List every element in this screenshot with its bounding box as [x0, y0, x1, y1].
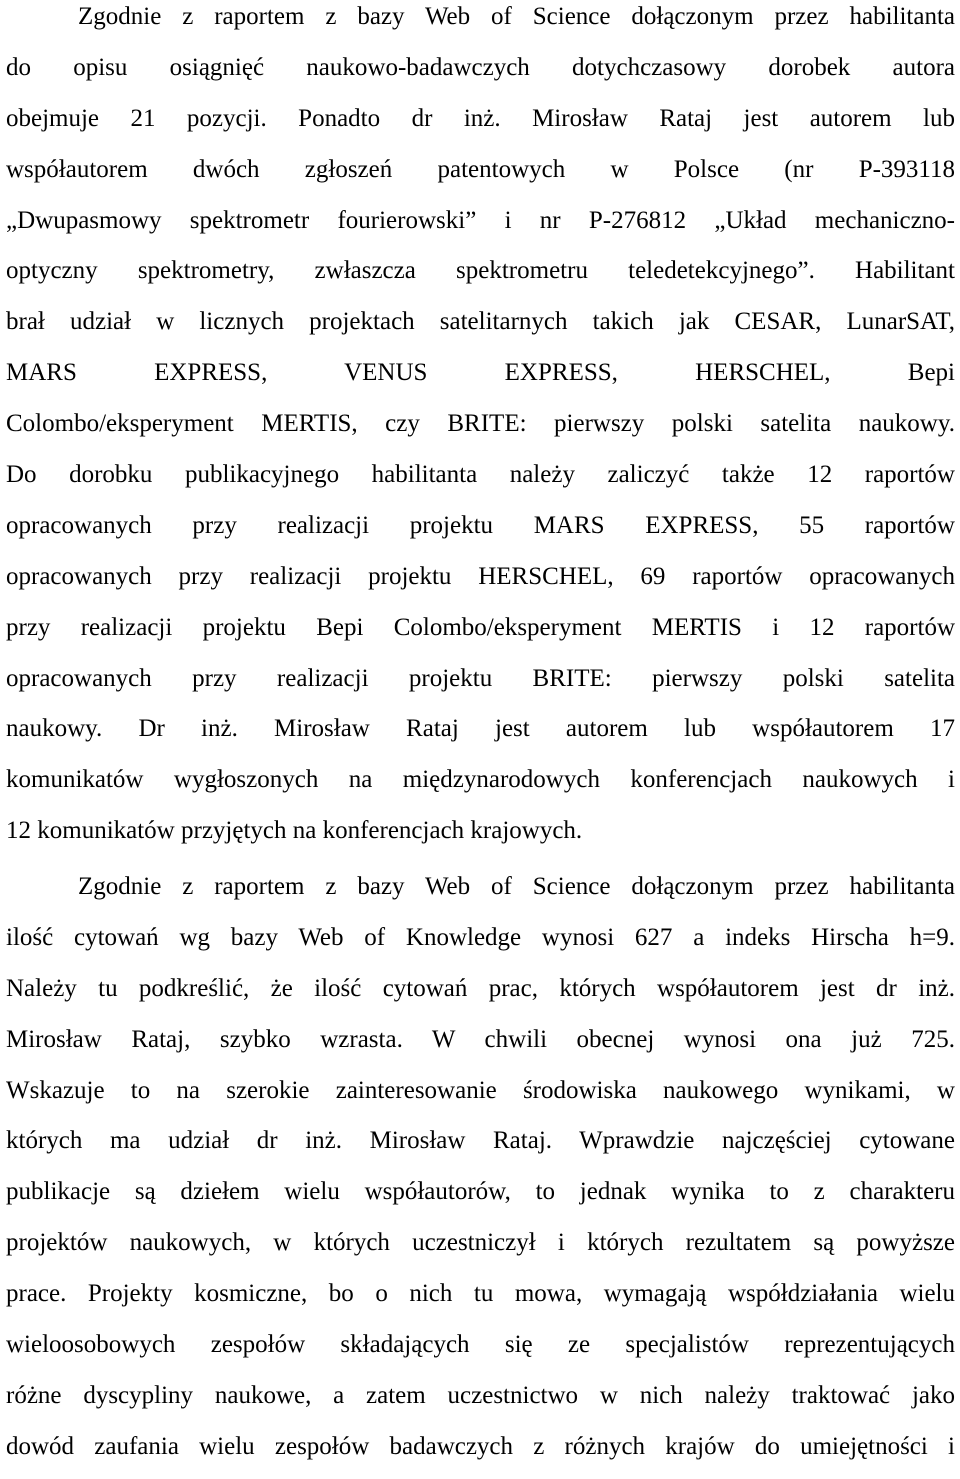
- paragraph-citations: [6, 868, 955, 1479]
- text-line: współautorem dwóch zgłoszeń patentowych w Polsce (nr P-393118: [6, 155, 955, 183]
- text-line: których ma udział dr inż. Mirosław Rataj. Wprawdzie najczęściej cytowane: [6, 1127, 955, 1155]
- text-line: różne dyscypliny naukowe, a zatem uczestnictwo w nich należy traktować jako: [6, 1381, 955, 1409]
- text-line: komunikatów wygłoszonych na międzynarodowych konferencjach naukowych i: [6, 766, 955, 794]
- text-line: do opisu osiągnięć naukowo-badawczych dotychczasowy dorobek autora: [6, 53, 955, 81]
- text-line: Zgodnie z raportem z bazy Web of Science dołączonym przez habilitanta: [78, 3, 955, 30]
- text-line: Do dorobku publikacyjnego habilitanta należy zaliczyć także 12 raportów: [6, 461, 955, 489]
- paragraph-publications: [6, 0, 955, 863]
- text-line: MARS EXPRESS, VENUS EXPRESS, HERSCHEL, Bepi: [6, 359, 955, 387]
- text-line: projektów naukowych, w których uczestniczył i których rezultatem są powyższe: [6, 1229, 955, 1257]
- text-line: obejmuje 21 pozycji. Ponadto dr inż. Mirosław Rataj jest autorem lub: [6, 104, 955, 132]
- text-line: wieloosobowych zespołów składających się ze specjalistów reprezentujących: [6, 1331, 955, 1359]
- text-line: przy realizacji projektu Bepi Colombo/eksperyment MERTIS i 12 raportów: [6, 613, 955, 641]
- text-line: publikacje są dziełem wielu współautorów, to jednak wynika to z charakteru: [6, 1178, 955, 1206]
- text-line: naukowy. Dr inż. Mirosław Rataj jest autorem lub współautorem 17: [6, 715, 955, 743]
- document-page: [6, 0, 955, 1464]
- text-line: opracowanych przy realizacji projektu HERSCHEL, 69 raportów opracowanych: [6, 562, 955, 590]
- text-line: prace. Projekty kosmiczne, bo o nich tu mowa, wymagają współdziałania wielu: [6, 1280, 955, 1308]
- text-line: Mirosław Rataj, szybko wzrasta. W chwili obecnej wynosi ona już 725.: [6, 1025, 955, 1053]
- text-line: Należy tu podkreślić, że ilość cytowań prac, których współautorem jest dr inż.: [6, 974, 955, 1002]
- text-line: brał udział w licznych projektach satelitarnych takich jak CESAR, LunarSAT,: [6, 308, 955, 336]
- text-line: dowód zaufania wielu zespołów badawczych z różnych krajów do umiejętności i: [6, 1432, 955, 1460]
- text-line: 12 komunikatów przyjętych na konferencjach krajowych.: [6, 817, 583, 845]
- text-line: Colombo/eksperyment MERTIS, czy BRITE: pierwszy polski satelita naukowy.: [6, 410, 955, 438]
- text-line: opracowanych przy realizacji projektu MARS EXPRESS, 55 raportów: [6, 511, 955, 539]
- text-line: „Dwupasmowy spektrometr fourierowski” i nr P-276812 „Układ mechaniczno-: [6, 206, 955, 234]
- text-line: ilość cytowań wg bazy Web of Knowledge wynosi 627 a indeks Hirscha h=9.: [6, 923, 955, 951]
- text-line: optyczny spektrometry, zwłaszcza spektrometru teledetekcyjnego”. Habilitant: [6, 257, 955, 285]
- text-line: Zgodnie z raportem z bazy Web of Science dołączonym przez habilitanta: [78, 873, 955, 900]
- text-line: opracowanych przy realizacji projektu BRITE: pierwszy polski satelita: [6, 664, 955, 692]
- text-line: Wskazuje to na szerokie zainteresowanie środowiska naukowego wynikami, w: [6, 1076, 955, 1104]
